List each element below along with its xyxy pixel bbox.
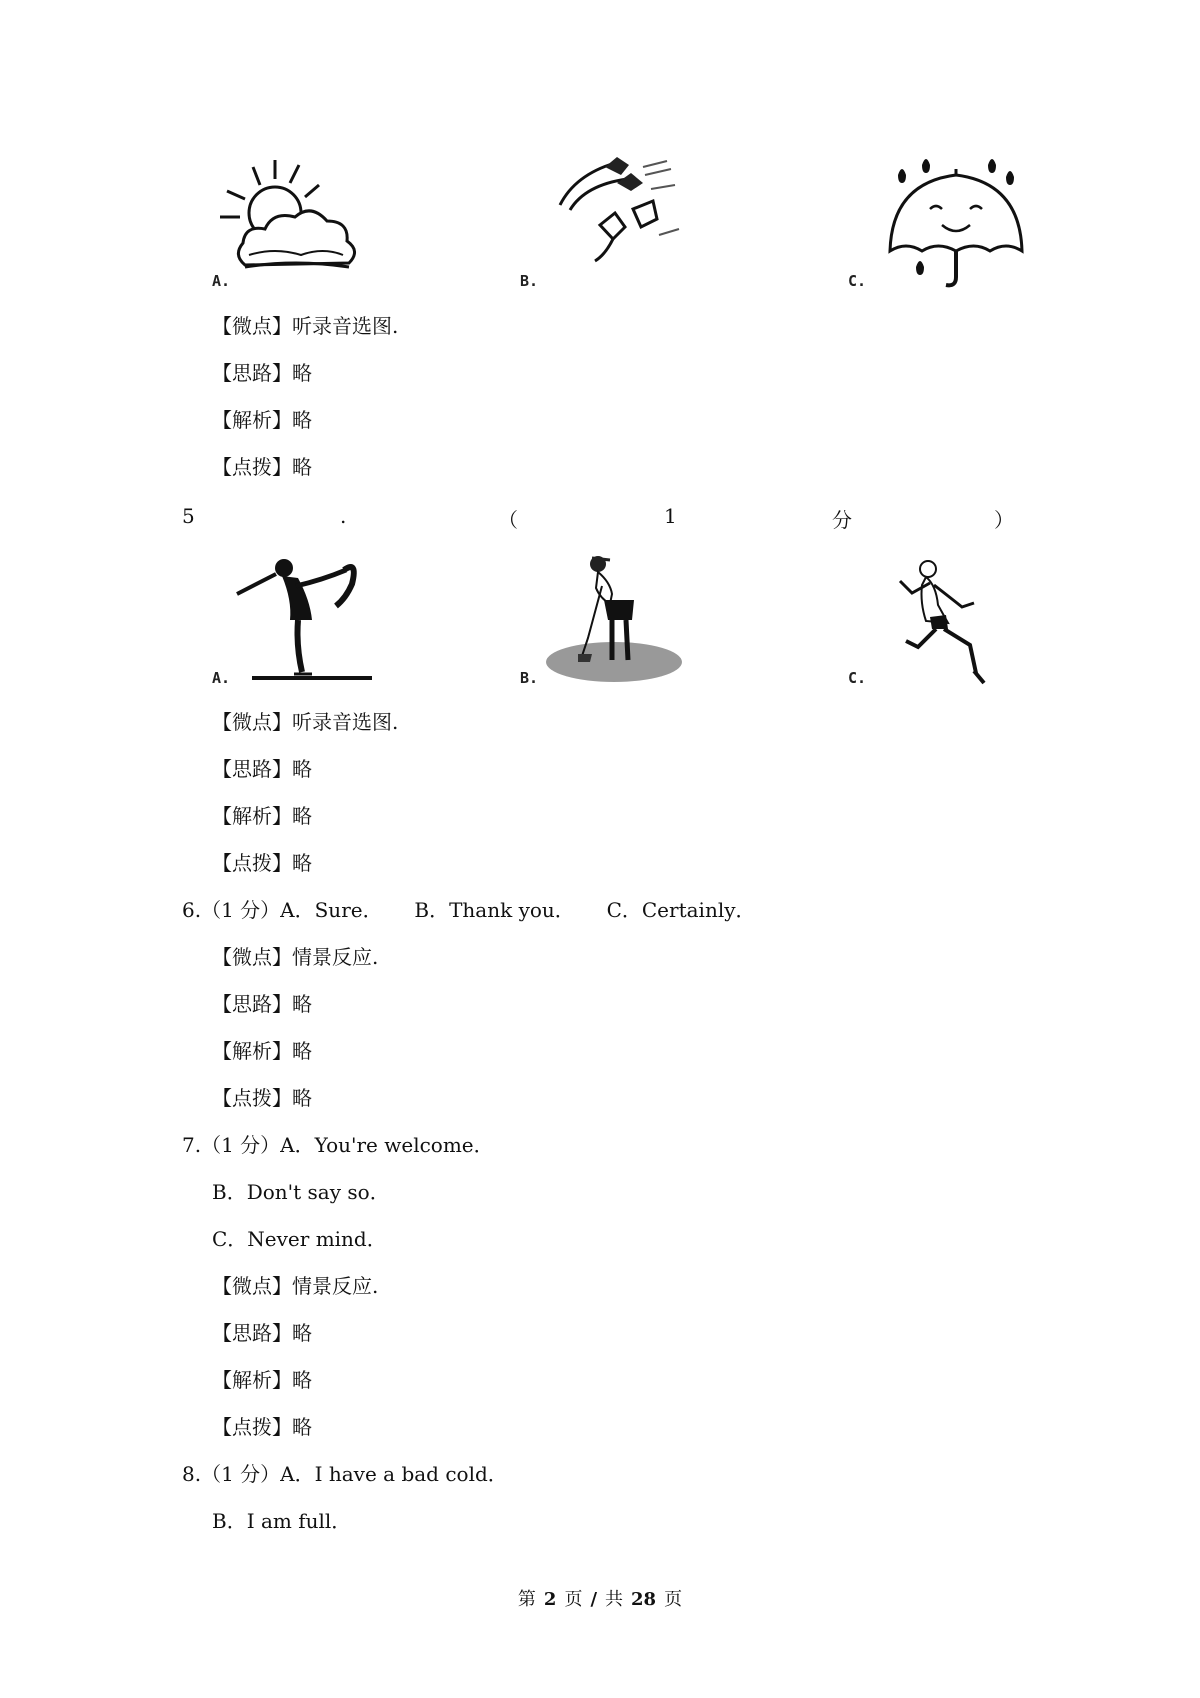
option-c: C．Never mind． [212,1227,387,1251]
footer-di: 第 [517,1589,536,1610]
note-dianbo: 【点拨】略 [212,455,312,479]
option-label-c: C. [848,669,867,687]
note-silu: 【思路】略 [212,757,312,781]
note-silu: 【思路】略 [212,361,312,385]
rainy-umbrella-image [880,155,1030,290]
golf-image [540,552,690,687]
question-dot: . [340,504,347,528]
note-weidian: 【微点】情景反应. [212,1274,379,1298]
footer-ye2: 页 [664,1589,683,1610]
option-label-c: C. [848,272,867,290]
note-jiexi: 【解析】略 [212,1368,312,1392]
running-image [890,555,1010,690]
footer-gong: 共 [605,1589,624,1610]
question-number: 5 [182,504,195,528]
note-jiexi: 【解析】略 [212,408,312,432]
question-6: 6.（1 分）A．Sure． B．Thank you． C．Certainly． [182,898,756,922]
question-8: 8.（1 分）A．I have a bad cold． [182,1462,508,1486]
score-unit: 分 [832,508,852,532]
option-label-a: A. [212,669,231,687]
note-jiexi: 【解析】略 [212,804,312,828]
windy-kites-image [555,155,685,285]
footer-slash: / [590,1589,598,1610]
option-label-a: A. [212,272,231,290]
note-weidian: 【微点】情景反应. [212,945,379,969]
note-silu: 【思路】略 [212,992,312,1016]
current-page: 2 [543,1589,557,1610]
note-weidian: 【微点】听录音选图. [212,710,399,734]
sun-behind-cloud-image [215,155,375,285]
note-dianbo: 【点拨】略 [212,851,312,875]
note-jiexi: 【解析】略 [212,1039,312,1063]
question-7: 7.（1 分）A．You're welcome． [182,1133,494,1157]
footer-ye: 页 [564,1589,583,1610]
note-dianbo: 【点拨】略 [212,1415,312,1439]
total-pages: 28 [631,1589,657,1610]
score-rparen: ） [994,508,1014,532]
note-silu: 【思路】略 [212,1321,312,1345]
option-label-b: B. [520,272,539,290]
page-footer [0,1585,1200,1611]
figure-skating-image [232,550,392,685]
option-b: B．Don't say so． [212,1180,390,1204]
note-dianbo: 【点拨】略 [212,1086,312,1110]
note-weidian: 【微点】听录音选图. [212,314,399,338]
score-value: 1 [664,504,677,528]
score-lparen: （ [498,508,518,532]
option-label-b: B. [520,669,539,687]
option-b: B．I am full． [212,1509,352,1533]
